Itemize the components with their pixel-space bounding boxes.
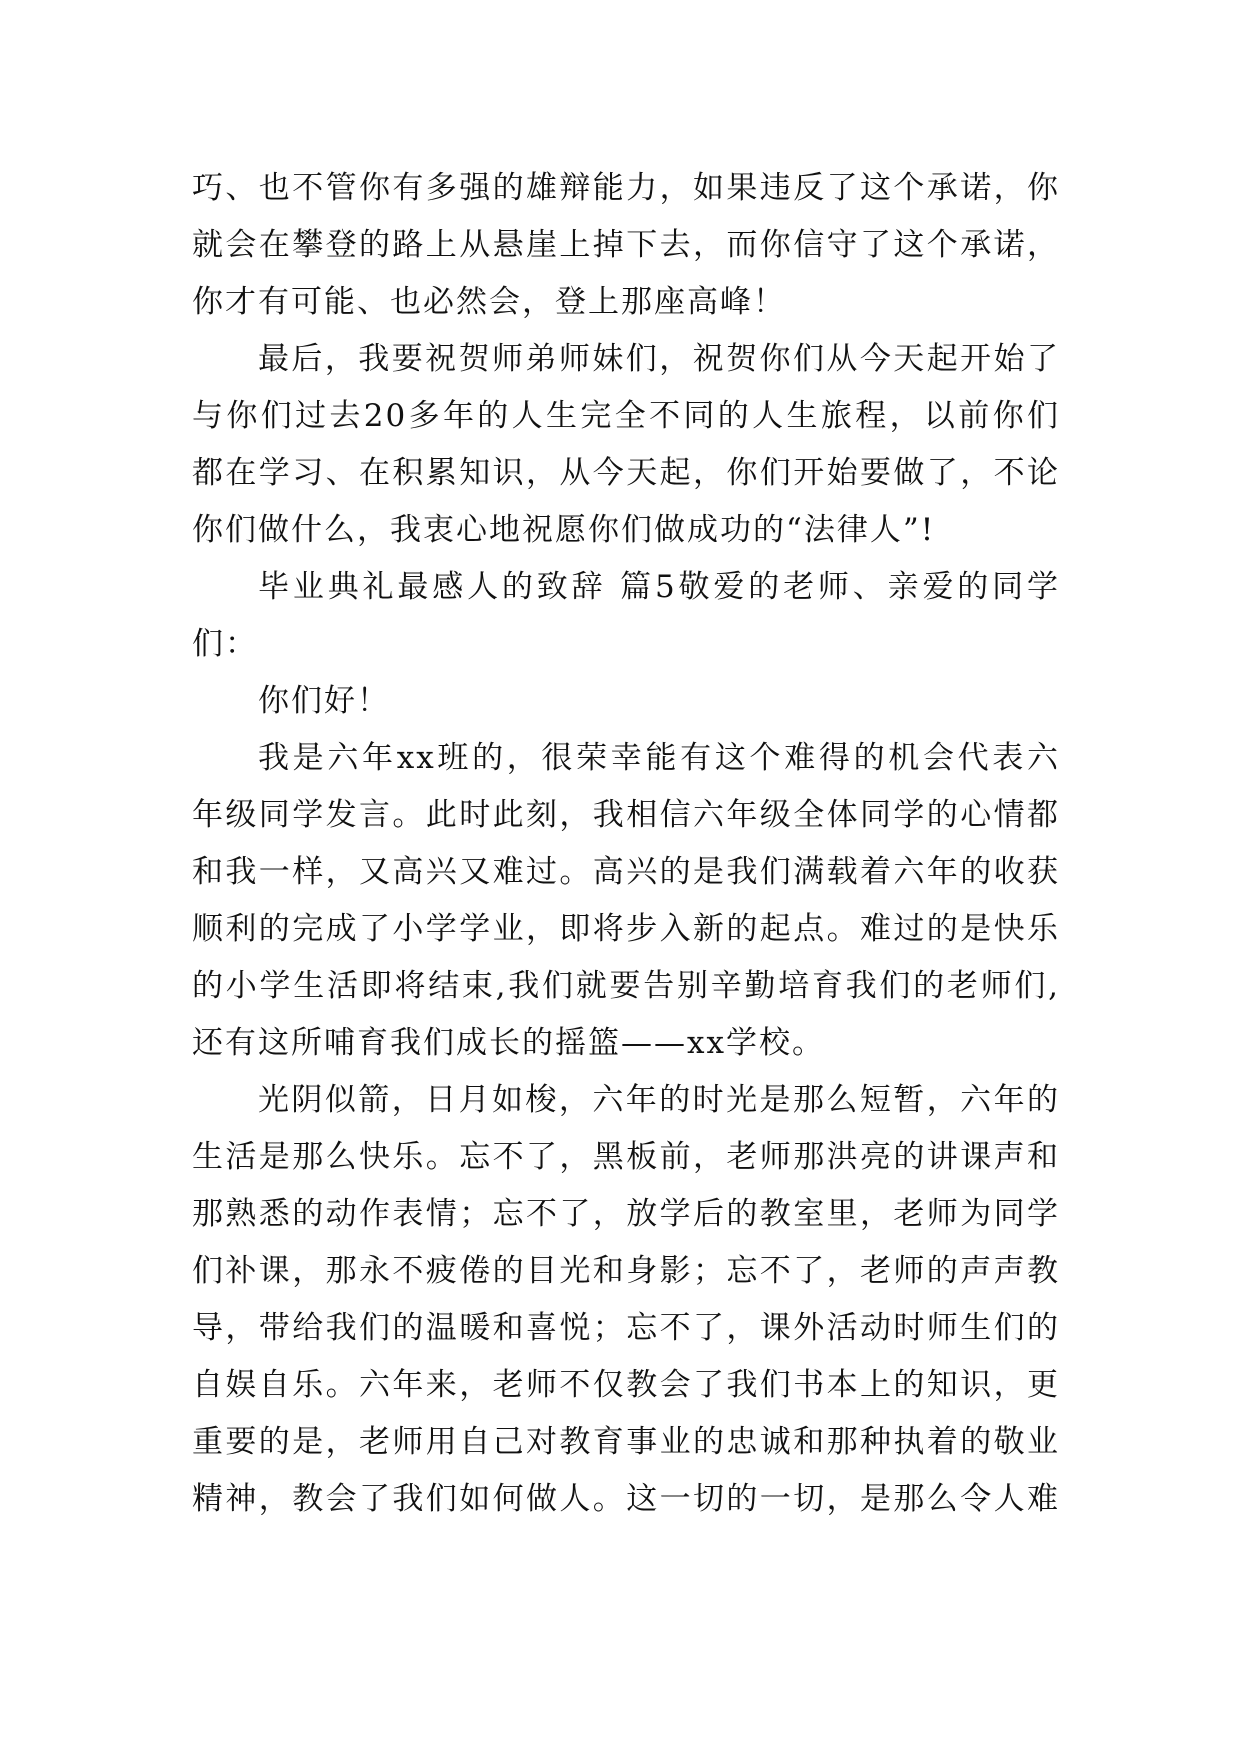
text-line: 自娱自乐。六年来，老师不仅教会了我们书本上的知识，更 [192,1367,1060,1403]
text-line: 你才有可能、也必然会，登上那座高峰！ [192,284,786,320]
text-line: 毕业典礼最感人的致辞 篇5敬爱的老师、亲爱的同学 [258,569,1060,605]
text-line: 精神，教会了我们如何做人。这一切的一切，是那么令人难 [192,1481,1060,1517]
text-line: 生活是那么快乐。忘不了，黑板前，老师那洪亮的讲课声和 [192,1139,1060,1175]
paragraph [192,673,1060,730]
text-line: 都在学习、在积累知识，从今天起，你们开始要做了，不论 [192,455,1060,491]
text-line: 年级同学发言。此时此刻，我相信六年级全体同学的心情都 [192,797,1060,833]
text-line: 你们好！ [258,683,390,719]
text-line: 你们做什么，我衷心地祝愿你们做成功的“法律人”! [192,512,936,548]
text-line: 巧、也不管你有多强的雄辩能力，如果违反了这个承诺，你 [192,170,1060,206]
text-line: 顺利的完成了小学学业，即将步入新的起点。难过的是快乐 [192,911,1060,947]
text-line: 们： [192,626,258,662]
text-line: 们补课，那永不疲倦的目光和身影；忘不了，老师的声声教 [192,1253,1060,1289]
text-line: 导，带给我们的温暖和喜悦；忘不了，课外活动时师生们的 [192,1310,1060,1346]
text-line: 还有这所哺育我们成长的摇篮——xx学校。 [192,1025,825,1061]
paragraph [192,559,1060,673]
text-line: 与你们过去20多年的人生完全不同的人生旅程，以前你们 [192,398,1060,434]
text-line: 重要的是，老师用自己对教育事业的忠诚和那种执着的敬业 [192,1424,1060,1460]
text-line: 的小学生活即将结束,我们就要告别辛勤培育我们的老师们, [192,968,1060,1004]
paragraph [192,730,1060,1072]
paragraph [192,1072,1060,1528]
text-line: 光阴似箭，日月如梭，六年的时光是那么短暂，六年的 [258,1082,1060,1118]
text-line: 最后，我要祝贺师弟师妹们，祝贺你们从今天起开始了 [258,341,1060,377]
text-line: 和我一样，又高兴又难过。高兴的是我们满载着六年的收获 [192,854,1060,890]
text-line: 我是六年xx班的，很荣幸能有这个难得的机会代表六 [258,740,1060,776]
paragraph [192,160,1060,331]
document-body [192,160,1060,1528]
paragraph [192,331,1060,559]
text-line: 那熟悉的动作表情；忘不了，放学后的教室里，老师为同学 [192,1196,1060,1232]
text-line: 就会在攀登的路上从悬崖上掉下去，而你信守了这个承诺， [192,227,1060,263]
